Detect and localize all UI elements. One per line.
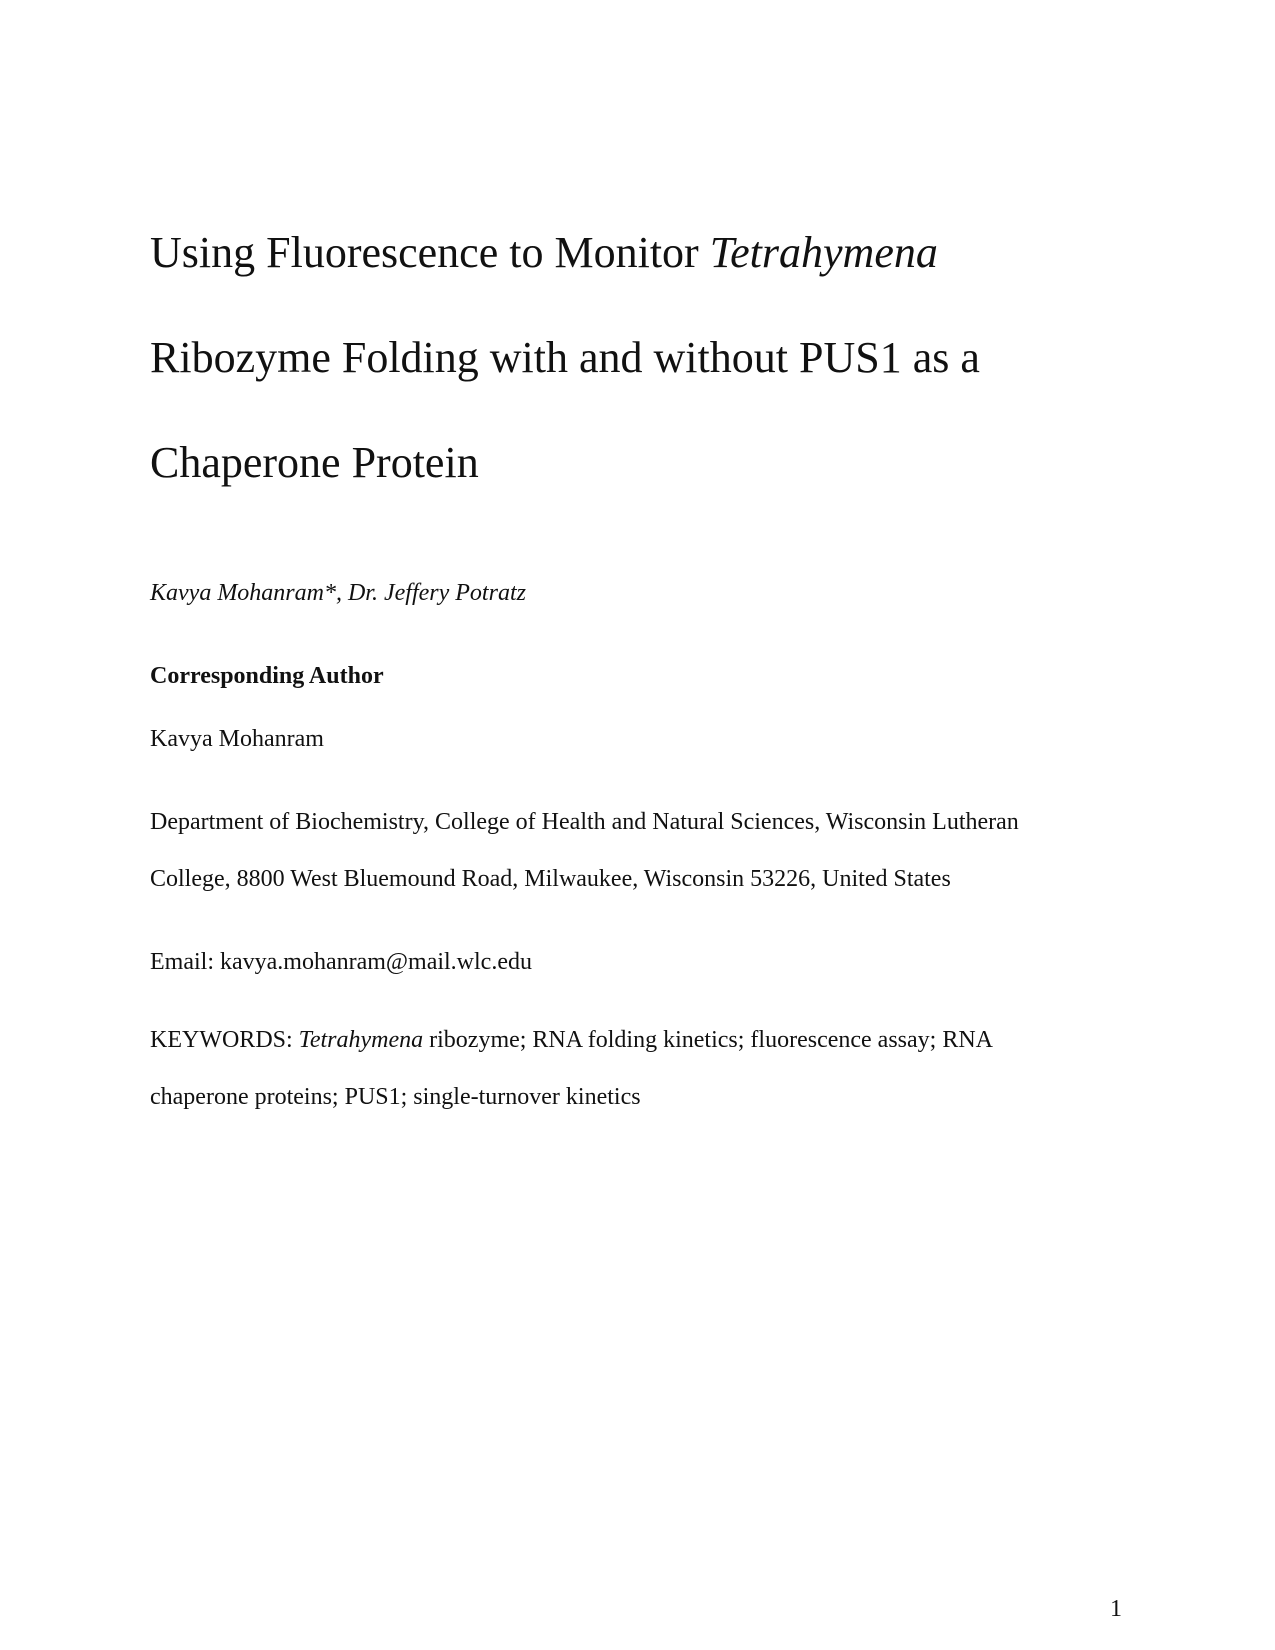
title-line-1-prefix: Using Fluorescence to Monitor [150, 228, 710, 277]
keywords-line-2: chaperone proteins; PUS1; single-turnover kinetics [150, 1084, 641, 1110]
affiliation-line-1: Department of Biochemistry, College of Health and Natural Sciences, Wisconsin Lutheran [150, 809, 1019, 835]
title-line-3: Chaperone Protein [150, 438, 479, 487]
page-number: 1 [1110, 1596, 1122, 1622]
keywords-italic-term: Tetrahymena [298, 1027, 424, 1053]
title-italic-term: Tetrahymena [709, 228, 938, 277]
title-line-1 [150, 228, 938, 277]
affiliation-line-2: College, 8800 West Bluemound Road, Milwaukee, Wisconsin 53226, United States [150, 866, 951, 892]
keywords-line-1-rest: ribozyme; RNA folding kinetics; fluorescence assay; RNA [423, 1027, 993, 1053]
corresponding-author-heading: Corresponding Author [150, 663, 384, 689]
title-line-2: Ribozyme Folding with and without PUS1 as a [150, 333, 980, 382]
keywords-label: KEYWORDS: [150, 1027, 299, 1053]
corresponding-author-name: Kavya Mohanram [150, 726, 324, 752]
author-list: Kavya Mohanram*, Dr. Jeffery Potratz [150, 580, 526, 606]
keywords-line-1 [150, 1028, 993, 1052]
author-email: Email: kavya.mohanram@mail.wlc.edu [150, 949, 532, 975]
